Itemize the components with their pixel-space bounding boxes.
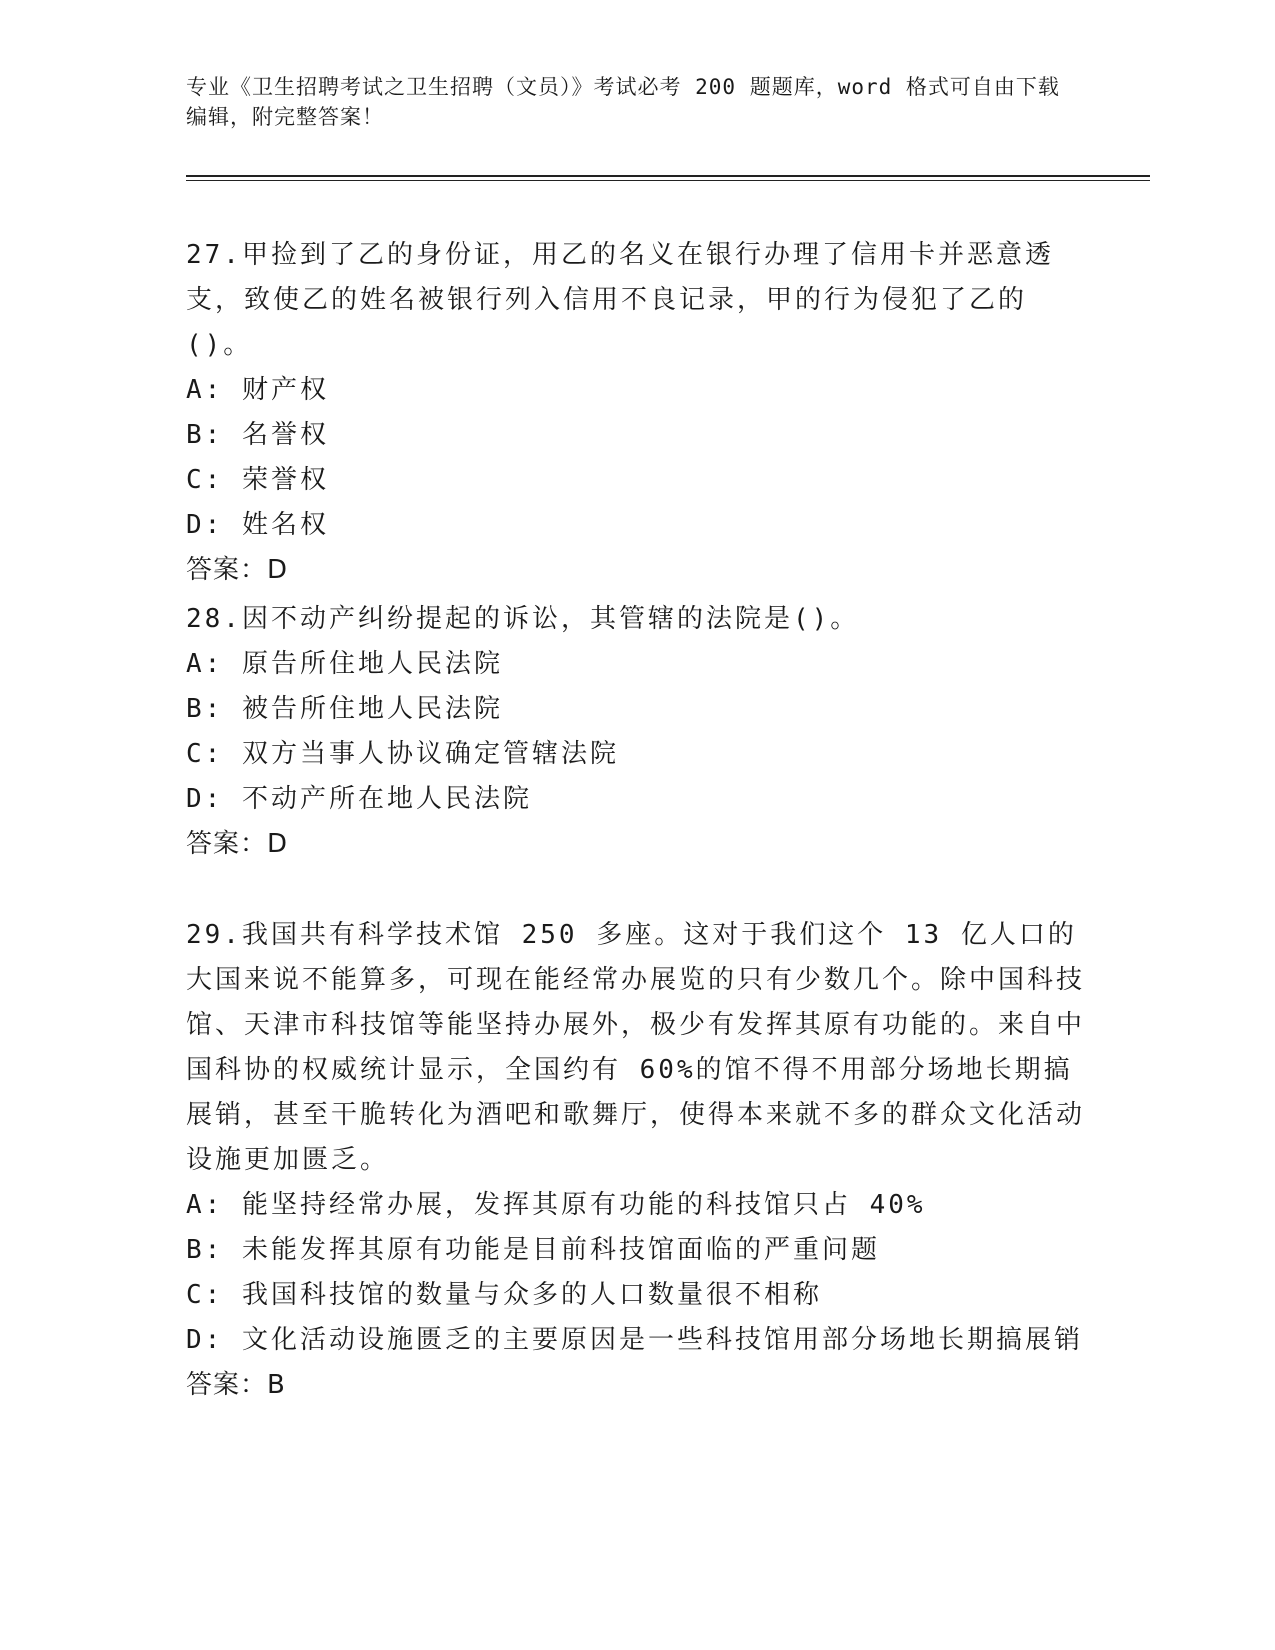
header-divider-top bbox=[186, 175, 1150, 177]
answer: 答案：D bbox=[186, 555, 289, 585]
question-stem: 28.因不动产纠纷提起的诉讼，其管辖的法院是()。 bbox=[186, 604, 860, 634]
option-b: B: 被告所住地人民法院 bbox=[186, 694, 503, 724]
document-intro: 专业《卫生招聘考试之卫生招聘（文员）》考试必考 200 题题库，word 格式可自由下载编辑，附完整答案！ bbox=[186, 75, 1060, 129]
option-c: C: 荣誉权 bbox=[186, 465, 329, 495]
option-a: A: 财产权 bbox=[186, 375, 329, 405]
option-a: A: 能坚持经常办展，发挥其原有功能的科技馆只占 40% bbox=[186, 1190, 926, 1220]
option-d: D: 文化活动设施匮乏的主要原因是一些科技馆用部分场地长期搞展销 bbox=[186, 1325, 1083, 1355]
option-b: B: 未能发挥其原有功能是目前科技馆面临的严重问题 bbox=[186, 1235, 880, 1265]
option-d: D: 不动产所在地人民法院 bbox=[186, 784, 532, 814]
answer: 答案：B bbox=[186, 1370, 286, 1400]
question-29 bbox=[186, 913, 1086, 1408]
option-a: A: 原告所住地人民法院 bbox=[186, 649, 503, 679]
option-c: C: 我国科技馆的数量与众多的人口数量很不相称 bbox=[186, 1280, 822, 1310]
option-b: B: 名誉权 bbox=[186, 420, 329, 450]
question-stem: 27.甲捡到了乙的身份证，用乙的名义在银行办理了信用卡并恶意透支，致使乙的姓名被银行列入信用不良记录，甲的行为侵犯了乙的()。 bbox=[186, 240, 1054, 360]
header-divider-bottom bbox=[186, 180, 1150, 181]
option-d: D: 姓名权 bbox=[186, 510, 329, 540]
question-28 bbox=[186, 597, 1086, 867]
question-stem: 29.我国共有科学技术馆 250 多座。这对于我们这个 13 亿人口的大国来说不能算多，可现在能经常办展览的只有少数几个。除中国科技馆、天津市科技馆等能坚持办展外，极少有发挥其原有功能的。来自中国科协的权威统计显示，全国约有 60%的馆不得不用部分场地长期搞展销，甚至干脆转化为酒吧和歌舞厅，使得本来就不多的群众文化活动设施更加匮乏。 bbox=[186, 920, 1086, 1175]
question-27 bbox=[186, 233, 1086, 593]
option-c: C: 双方当事人协议确定管辖法院 bbox=[186, 739, 619, 769]
answer: 答案：D bbox=[186, 829, 289, 859]
